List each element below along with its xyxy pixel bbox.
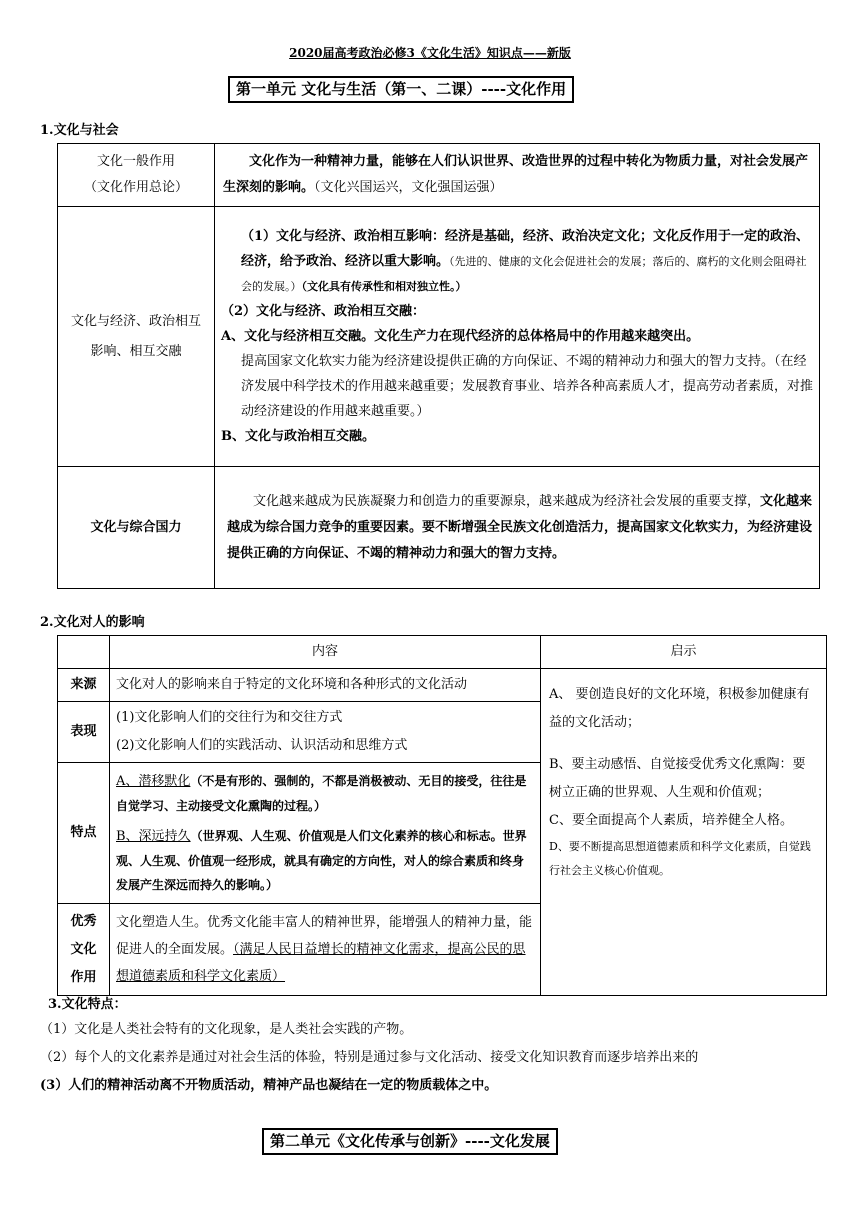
row-label-excellent xyxy=(58,904,110,996)
excellent-text: 文化塑造人生。优秀文化能丰富人的精神世界，能增强人的精神力量，能促进人的全面发展。 xyxy=(116,915,533,957)
source-text: 文化对人的影响来自于特定的文化环境和各种形式的文化活动 xyxy=(110,669,541,702)
unit1-title: 第一单元 文化与生活（第一、二课）----文化作用 xyxy=(228,76,574,103)
excellent-text-underlined: （满足人民日益增长的精神文化需求，提高公民的思想道德素质和科学文化素质） xyxy=(116,942,526,984)
paragraph-heading: （2）文化与经济、政治相互交融： xyxy=(221,304,426,319)
row-content xyxy=(215,144,820,207)
excellent-cell xyxy=(110,904,541,996)
row-label xyxy=(58,144,215,207)
row-text-bold: 文化越来越成为综合国力竞争的重要因素。要不断增强全民族文化创造活力，提高国家文化软实力，为经济建设提供正确的方向保证、不竭的精神动力和强大的智力支持。 xyxy=(227,493,813,561)
culture-society-table xyxy=(57,143,820,589)
row-label-expression: 表现 xyxy=(58,702,110,763)
feature-a-text: （不是有形的、强制的，不都是消极被动、无目的接受，往往是自觉学习、主动接受文化熏陶的过程。） xyxy=(116,774,527,813)
table-row xyxy=(58,144,820,207)
row-label: 文化与综合国力 xyxy=(58,467,215,589)
insight-c: C、要全面提高个人素质，培养健全人格。 xyxy=(549,813,793,828)
insight-b: B、要主动感悟、自觉接受优秀文化熏陶：要树立正确的世界观、人生观和价值观； xyxy=(549,757,806,800)
unit2-title: 第二单元《文化传承与创新》----文化发展 xyxy=(262,1128,558,1155)
section3-title: 3.文化特点： xyxy=(48,997,127,1012)
paragraph-note-bold: （文化具有传承性和相对独立性。） xyxy=(301,280,467,293)
page-title: 2020届高考政治必修3《文化生活》知识点——新版 xyxy=(289,46,571,60)
row-text: 文化越来越成为民族凝聚力和创造力的重要源泉，越来越成为经济社会发展的重要支撑， xyxy=(253,493,761,509)
row-label: 文化与经济、政治相互影响、相互交融 xyxy=(58,207,215,467)
expression-cell xyxy=(110,702,541,763)
table-row xyxy=(58,669,827,702)
feature-item-3: (3）人们的精神活动离不开物质活动，精神产品也凝结在一定的物质载体之中。 xyxy=(40,1078,498,1093)
label-line: 优秀 xyxy=(70,913,97,929)
row-text-bold: 文化作为一种精神力量，能够在人们认识世界、改造世界的过程中转化为物质力量，对社会发展产生深刻的影响。 xyxy=(223,154,809,195)
features-cell xyxy=(110,763,541,904)
feature-a-title: A、潜移默化 xyxy=(116,774,191,789)
row-label-features: 特点 xyxy=(58,763,110,904)
row-text-note: （文化兴国运兴，文化强国运强） xyxy=(314,180,503,195)
feature-b-title: B、深远持久 xyxy=(116,829,191,844)
table-row xyxy=(58,207,820,467)
header-insight: 启示 xyxy=(541,636,827,669)
table-header-row xyxy=(58,636,827,669)
culture-people-table xyxy=(57,635,827,996)
insight-d: D、要不断提高思想道德素质和科学文化素质，自觉践行社会主义核心价值观。 xyxy=(549,840,811,877)
row-label-line: 文化一般作用 xyxy=(96,154,175,169)
paragraph-bold: （1）文化与经济、政治相互影响：经济是基础，经济、政治决定文化；文化反作用于一定的政治、经济，给予政治、经济以重大影响。 xyxy=(241,229,810,269)
feature-item-1: （1）文化是人类社会特有的文化现象，是人类社会实践的产物。 xyxy=(40,1022,413,1037)
insight-a: A、 要创造良好的文化环境，积极参加健康有益的文化活动； xyxy=(549,687,810,730)
expression-line: (2)文化影响人们的实践活动、认识活动和思维方式 xyxy=(116,738,408,753)
insights-cell xyxy=(541,669,827,996)
paragraph-a-text: 提高国家文化软实力能为经济建设提供正确的方向保证、不竭的精神动力和强大的智力支持。（在经济发展中科学技术的作用越来越重要；发展教育事业、培养各种高素质人才，提高劳动者素质，对推动经济建设的作用越来越重要。） xyxy=(241,354,814,419)
expression-line: (1)文化影响人们的交往行为和交往方式 xyxy=(116,710,343,725)
label-line: 作用 xyxy=(70,969,97,985)
row-content xyxy=(215,207,820,467)
section1-title: 1.文化与社会 xyxy=(40,123,119,138)
row-content xyxy=(215,467,820,589)
section2-title: 2.文化对人的影响 xyxy=(40,615,145,630)
feature-b-text: （世界观、人生观、价值观是人们文化素养的核心和标志。世界观、人生观、价值观一经形成，就具有确定的方向性，对人的综合素质和终身发展产生深远而持久的影响。） xyxy=(116,829,527,892)
feature-item-2: （2）每个人的文化素养是通过对社会生活的体验，特别是通过参与文化活动、接受文化知识教育而逐步培养出来的 xyxy=(40,1050,699,1065)
row-label-line: （文化作用总论） xyxy=(83,180,188,195)
header-content: 内容 xyxy=(110,636,541,669)
paragraph-b: B、文化与政治相互交融。 xyxy=(221,429,375,444)
header-blank xyxy=(58,636,110,669)
paragraph-note: （先进的、健康的文化会促进社会的发展；落后的、腐朽的文化则会阻碍社会的发展。） xyxy=(241,255,807,293)
label-line: 文化 xyxy=(70,941,97,957)
paragraph-a-heading: A、文化与经济相互交融。文化生产力在现代经济的总体格局中的作用越来越突出。 xyxy=(221,329,700,344)
table-row xyxy=(58,467,820,589)
row-label-source: 来源 xyxy=(58,669,110,702)
